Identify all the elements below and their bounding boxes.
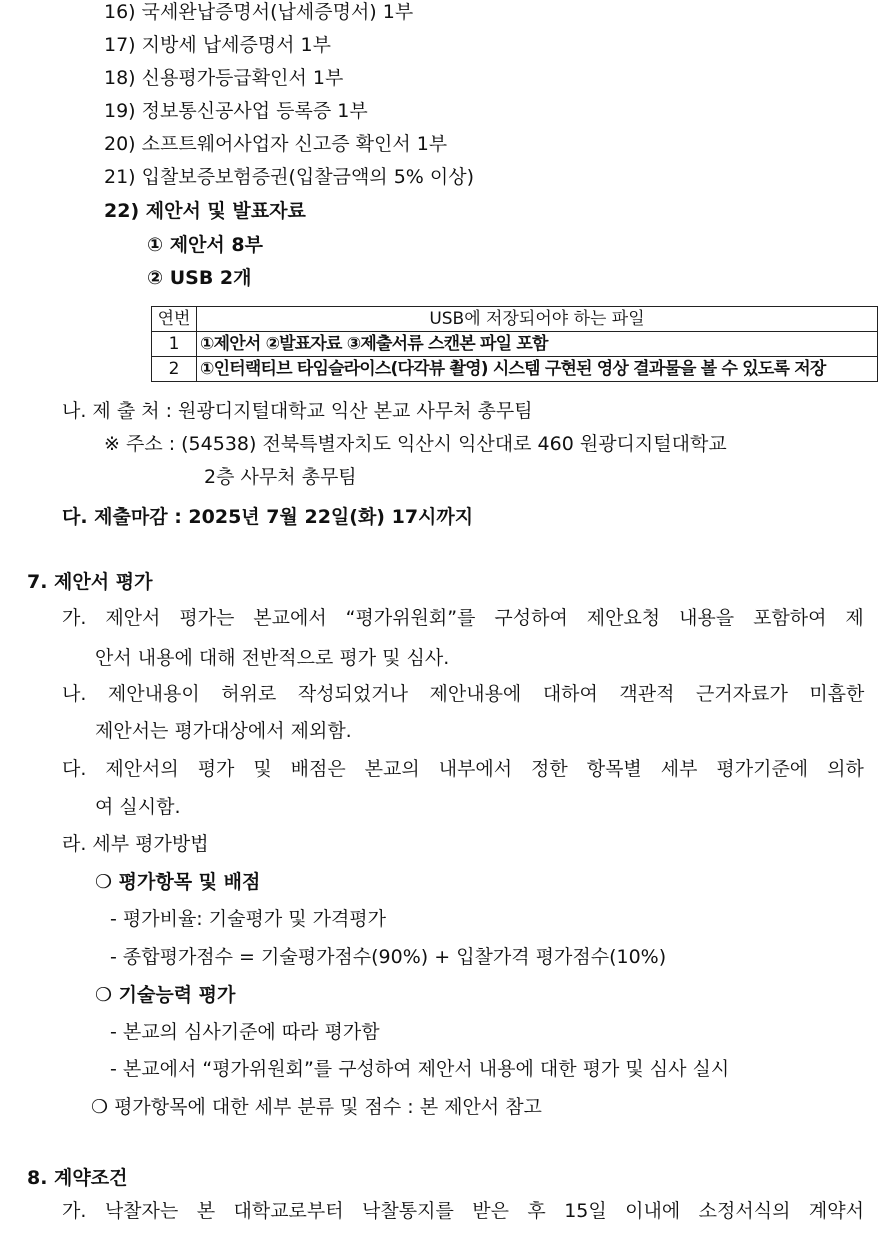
item-number: 16) [104,1,136,23]
header-file: USB에 저장되어야 하는 파일 [197,307,878,332]
item-text: 지방세 납세증명서 1부 [141,34,331,56]
submission-deadline: 다. 제출마감 : 2025년 7월 22일(화) 17시까지 [62,506,474,528]
item-text: 소프트웨어사업자 신고증 확인서 1부 [141,133,448,155]
row-file: ①제안서 ②발표자료 ③제출서류 스캔본 파일 포함 [197,332,878,357]
section-7-ga-line2: 안서 내용에 대해 전반적으로 평가 및 심사. [95,647,450,669]
section-7-da-line2: 여 실시함. [95,796,181,818]
item-number: 19) [104,100,136,122]
tech-eval-line2: - 본교에서 “평가위원회”를 구성하여 제안서 내용에 대한 평가 및 심사 실시 [110,1058,730,1080]
list-item-21 [104,165,474,189]
tech-eval-line1: - 본교의 심사기준에 따라 평가함 [110,1021,380,1043]
item-text: 국세완납증명서(납세증명서) 1부 [141,1,414,23]
header-no: 연번 [152,307,197,332]
submission-place: 나. 제 출 처 : 원광디지털대학교 익산 본교 사무처 총무팀 [62,400,533,422]
list-item-16 [104,0,413,24]
list-item-17 [104,33,331,57]
section-7-na-line2: 제안서는 평가대상에서 제외함. [95,720,352,742]
list-item-22 [104,199,306,223]
submission-address-cont: 2층 사무처 총무팀 [204,466,357,488]
eval-total-score-line: - 종합평가점수 = 기술평가점수(90%) + 입찰가격 평가점수(10%) [110,946,667,968]
table-row [152,332,878,357]
section-7-ra: 라. 세부 평가방법 [62,833,209,855]
item-text: 신용평가등급확인서 1부 [141,67,344,89]
tech-eval-heading: ❍ 기술능력 평가 [95,984,236,1006]
table-header-row [152,307,878,332]
list-item-20 [104,132,447,156]
section-8-ga-line1: 가. 낙찰자는 본 대학교로부터 낙찰통지를 받은 후 15일 이내에 소정서식의 계약서 [62,1200,864,1222]
eval-ratio-line: - 평가비율: 기술평가 및 가격평가 [110,908,387,930]
sub-item-proposal: ① 제안서 8부 [147,234,263,256]
item-text: 제안서 및 발표자료 [145,200,306,222]
section-7-da-line1: 다. 제안서의 평가 및 배점은 본교의 내부에서 정한 항목별 세부 평가기준에 의하 [62,758,864,780]
item-number: 22) [104,200,140,222]
item-number: 17) [104,34,136,56]
row-file: ①인터랙티브 타임슬라이스(다각뷰 촬영) 시스템 구현된 영상 결과물을 볼 수 있도록 저장 [197,357,878,382]
item-number: 18) [104,67,136,89]
section-7-title: 7. 제안서 평가 [27,571,153,593]
item-number: 20) [104,133,136,155]
row-no: 1 [152,332,197,357]
list-item-18 [104,66,343,90]
item-number: 21) [104,166,136,188]
table-row [152,357,878,382]
item-text: 정보통신공사업 등록증 1부 [141,100,368,122]
usb-file-table [151,306,878,382]
section-7-na-line1: 나. 제안내용이 허위로 작성되었거나 제안내용에 대하여 객관적 근거자료가 미흡한 [62,683,865,705]
paragraph-text: 가. 제안서 평가는 본교에서 “평가위원회”를 구성하여 제안요청 내용을 포함하여 제 [62,607,864,629]
list-item-19 [104,99,368,123]
submission-address: ※ 주소 : (54538) 전북특별자치도 익산시 익산대로 460 원광디지털대학교 [104,433,727,455]
section-8-title: 8. 계약조건 [27,1167,128,1189]
eval-items-heading: ❍ 평가항목 및 배점 [95,871,261,893]
section-7-ga-line1 [62,606,864,630]
item-text: 입찰보증보험증권(입찰금액의 5% 이상) [141,166,474,188]
row-no: 2 [152,357,197,382]
sub-item-usb: ② USB 2개 [147,267,252,289]
eval-detail-line: ❍ 평가항목에 대한 세부 분류 및 점수 : 본 제안서 참고 [91,1096,542,1118]
